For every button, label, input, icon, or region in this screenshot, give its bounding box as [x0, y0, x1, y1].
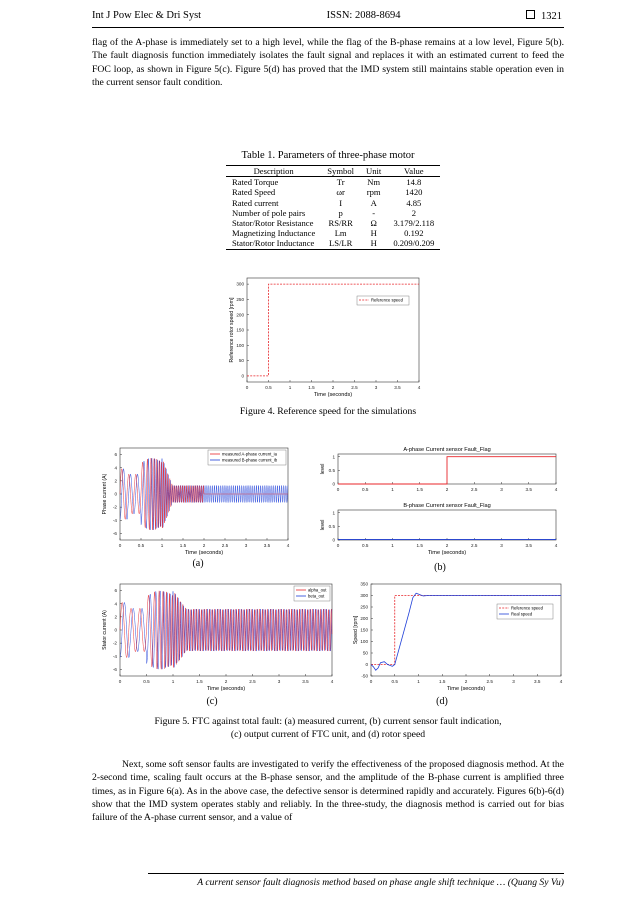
x-tick-label: 3	[374, 385, 378, 390]
x-tick-label: 3	[244, 543, 248, 548]
y-tick-label: -4	[112, 653, 117, 659]
table-row	[226, 228, 440, 238]
param-symbol: Lm	[334, 228, 347, 239]
x-tick-label: 3.5	[525, 487, 532, 492]
figure-5-caption	[92, 716, 564, 741]
param-description: Stator/Rotor Resistance	[232, 218, 314, 229]
subfig-a-label: (a)	[192, 558, 204, 569]
x-tick-label: 3.5	[263, 543, 271, 548]
legend-label: Real speed	[511, 611, 533, 617]
parameters-table	[226, 165, 440, 250]
x-tick-label: 1.5	[416, 487, 423, 492]
y-axis-label: level	[320, 463, 326, 475]
header-rule	[92, 27, 564, 28]
x-tick-label: 2.5	[221, 543, 229, 548]
x-tick-label: 0.5	[362, 487, 369, 492]
y-tick-label: 0	[114, 627, 117, 633]
y-axis-label: Speed [rpm]	[353, 615, 359, 645]
param-unit: A	[370, 197, 377, 208]
y-axis-label: level	[320, 519, 326, 531]
y-tick-label: 50	[362, 650, 368, 656]
param-symbol: p	[338, 207, 343, 218]
x-tick-label: 2	[202, 543, 206, 548]
x-tick-label: 3	[500, 543, 503, 548]
journal-name: Int J Pow Elec & Dri Syst	[92, 10, 202, 21]
y-tick-label: 150	[236, 327, 244, 333]
x-tick-label: 1.5	[196, 679, 203, 684]
y-tick-label: -6	[112, 531, 117, 537]
y-tick-label: 0	[332, 537, 335, 543]
y-tick-label: 1	[332, 510, 335, 516]
param-unit: rpm	[366, 187, 381, 198]
x-axis-label: Time (seconds)	[206, 686, 246, 692]
table-row	[226, 238, 440, 249]
figure-5c-chart	[78, 578, 340, 696]
x-tick-label: 0	[245, 385, 249, 390]
x-tick-label: 3.5	[534, 679, 541, 684]
figure-5a-chart	[78, 442, 298, 560]
y-tick-label: -2	[112, 640, 117, 646]
table-row	[226, 177, 440, 188]
y-axis-label: Phase current (A)	[102, 473, 108, 515]
table-header-row	[226, 166, 440, 177]
footer-rule	[148, 873, 564, 874]
param-unit: Nm	[367, 177, 381, 188]
figure-4-caption: Figure 4. Reference speed for the simulations	[239, 406, 417, 417]
x-tick-label: 1	[288, 385, 292, 390]
y-tick-label: 0.5	[328, 523, 335, 529]
y-tick-label: 6	[114, 452, 117, 458]
param-value: 0.192	[404, 228, 424, 239]
x-tick-label: 0.5	[391, 679, 398, 684]
y-tick-label: -6	[112, 667, 117, 673]
col-header: Unit	[360, 166, 387, 177]
table-row	[226, 218, 440, 228]
param-value: 14.8	[406, 177, 422, 188]
x-tick-label: 0	[336, 487, 340, 492]
y-tick-label: 50	[238, 358, 244, 364]
plot-frame	[371, 584, 561, 676]
x-tick-label: 3	[512, 679, 515, 684]
figure-5-caption-line2: (c) output current of FTC unit, and (d) rotor speed	[230, 728, 426, 740]
x-tick-label: 3.5	[302, 679, 309, 684]
x-tick-label: 1	[160, 543, 164, 548]
x-tick-label: 0	[336, 543, 340, 548]
x-tick-label: 1	[391, 487, 394, 492]
table-row	[226, 198, 440, 208]
x-tick-label: 1	[171, 679, 175, 684]
y-axis-label: Stator current (A)	[102, 610, 108, 650]
param-value: 2	[411, 207, 416, 218]
checkbox-icon	[526, 10, 535, 19]
plot-frame	[247, 278, 419, 382]
col-header: Symbol	[321, 166, 360, 177]
table-caption: Table 1. Parameters of three-phase motor	[241, 150, 415, 161]
legend-label: measured B-phase current_ib	[222, 457, 278, 463]
table-row	[226, 208, 440, 218]
x-tick-label: 3.5	[525, 543, 532, 548]
issn: ISSN: 2088-8694	[326, 10, 401, 21]
chart-title: A-phase Current sensor Fault_Flag	[403, 447, 491, 453]
y-tick-label: 300	[236, 281, 244, 287]
y-tick-label: 100	[360, 639, 368, 645]
param-symbol: LS/LR	[321, 238, 360, 249]
y-tick-label: -4	[112, 517, 117, 523]
y-tick-label: 300	[360, 593, 368, 599]
x-tick-label: 2	[331, 385, 335, 390]
x-axis-label: Time (seconds)	[184, 550, 224, 556]
param-unit: -	[372, 207, 376, 218]
y-tick-label: 250	[360, 604, 368, 610]
x-axis-label: Time (seconds)	[446, 686, 486, 692]
x-tick-label: 0	[118, 679, 122, 684]
param-value: 1420	[405, 187, 423, 198]
figure-4-chart	[215, 272, 425, 402]
x-tick-label: 4	[554, 487, 558, 492]
x-tick-label: 2	[224, 679, 228, 684]
x-tick-label: 1.5	[416, 543, 423, 548]
y-tick-label: 100	[236, 342, 244, 348]
x-tick-label: 3	[500, 487, 503, 492]
param-value: 3.179/2.118	[393, 218, 435, 229]
legend-label: beta_out	[308, 593, 325, 599]
y-tick-label: 2	[114, 614, 117, 620]
x-tick-label: 4	[417, 385, 421, 390]
y-tick-label: 0.5	[328, 467, 335, 473]
param-symbol: I	[339, 197, 343, 208]
y-tick-label: -50	[361, 673, 368, 679]
paragraph-1: flag of the A-phase is immediately set to a high level, while the flag of the B-phase remains at a low level, Figure 5(b). The fault diagnosis function immediately isolates the fault signal and replaces it with an estimated current to feed the FOC loop, as shown in Figure 5(c). Figure 5(d) has proved that the IMD system still maintains stable operation even in the current sensor fault condition.	[92, 37, 564, 88]
param-description: Stator/Rotor Inductance	[226, 238, 321, 249]
param-symbol: ωr	[336, 187, 345, 198]
param-symbol: RS/RR	[328, 218, 353, 229]
legend-label: Reference speed	[511, 605, 543, 611]
x-tick-label: 0	[118, 543, 122, 548]
y-tick-label: 150	[360, 627, 368, 633]
subfig-c-label: (c)	[206, 696, 218, 707]
page-number-box	[526, 10, 562, 22]
x-tick-label: 0.5	[137, 543, 145, 548]
legend-label: Reference speed	[371, 297, 403, 303]
y-tick-label: 350	[360, 581, 368, 587]
x-tick-label: 4	[554, 543, 558, 548]
x-tick-label: 2.5	[351, 385, 358, 390]
y-tick-label: 4	[114, 465, 117, 471]
chart-title: B-phase Current sensor Fault_Flag	[403, 503, 491, 509]
x-tick-label: 2.5	[486, 679, 493, 684]
y-axis-label: Reference rotor speed [rpm]	[229, 297, 235, 363]
y-tick-label: -2	[112, 504, 117, 510]
param-value: 4.85	[406, 197, 422, 208]
x-tick-label: 0.5	[143, 679, 150, 684]
x-tick-label: 1.5	[308, 385, 315, 390]
y-tick-label: 6	[114, 588, 117, 594]
subfig-b-label: (b)	[434, 562, 446, 573]
param-description: Number of pole pairs	[232, 207, 306, 218]
x-tick-label: 2.5	[249, 679, 256, 684]
param-value: 0.209/0.209	[387, 238, 440, 249]
x-tick-label: 0	[369, 679, 373, 684]
legend-label: measured A-phase current_ia	[222, 451, 277, 457]
y-tick-label: 250	[236, 297, 244, 303]
plot-frame	[338, 510, 556, 540]
x-axis-label: Time (seconds)	[313, 392, 353, 398]
y-tick-label: 2	[114, 478, 117, 484]
x-tick-label: 2	[445, 487, 449, 492]
col-header: Value	[387, 166, 440, 177]
param-unit: H	[360, 238, 387, 249]
legend-label: alpha_out	[308, 587, 327, 593]
param-description: Magnetizing Inductance	[232, 228, 316, 239]
figure-5b-chart	[303, 442, 565, 560]
y-tick-label: 0	[114, 491, 117, 497]
param-unit: H	[370, 228, 377, 239]
param-description: Rated Torque	[232, 177, 279, 188]
y-tick-label: 0	[332, 481, 335, 487]
x-tick-label: 2.5	[471, 543, 478, 548]
x-tick-label: 1.5	[439, 679, 446, 684]
figure-5-caption-line1: Figure 5. FTC against total fault: (a) measured current, (b) current sensor fault indication,	[154, 716, 502, 727]
table-row	[226, 187, 440, 197]
param-symbol: Tr	[336, 177, 345, 188]
x-tick-label: 1.5	[179, 543, 187, 548]
x-tick-label: 3	[277, 679, 281, 684]
x-tick-label: 0.5	[265, 385, 272, 390]
running-header	[92, 10, 562, 22]
param-description: Rated Speed	[232, 187, 276, 198]
x-tick-label: 3.5	[394, 385, 401, 390]
y-tick-label: 200	[360, 616, 368, 622]
x-tick-label: 2	[464, 679, 468, 684]
x-tick-label: 4	[330, 679, 334, 684]
x-tick-label: 4	[559, 679, 563, 684]
y-tick-label: 200	[236, 312, 244, 318]
paragraph-2: Next, some soft sensor faults are investigated to verify the effectiveness of the proposed diagnosis method. At the 2-second time, scaling fault occurs at the B-phase sensor, and the amplitude of the B-phase current is amplified three times, as in Figure 6(a). As in the above case, the defective sensor is determined rapidly and accurately. Figures 6(b)-6(d) show that the IMD system operates stably and reliably. In the three-study, the diagnosis method is carried out for bias failure of the A-phase current sensor, and a value of	[92, 759, 564, 824]
y-tick-label: 4	[114, 601, 117, 607]
subfig-d-label: (d)	[436, 696, 448, 707]
running-footer: A current sensor fault diagnosis method based on phase angle shift technique … (Quang Sy Vu)	[197, 877, 564, 888]
y-tick-label: 0	[241, 373, 244, 379]
x-tick-label: 4	[286, 543, 290, 548]
y-tick-label: 0	[365, 662, 368, 668]
x-tick-label: 2	[445, 543, 449, 548]
page-number: 1321	[541, 11, 562, 22]
y-tick-label: 1	[332, 454, 335, 460]
col-header: Description	[226, 166, 321, 177]
param-description: Rated current	[232, 197, 279, 208]
figure-5d-chart	[335, 578, 570, 696]
x-tick-label: 2.5	[471, 487, 478, 492]
x-tick-label: 1	[391, 543, 394, 548]
param-unit: Ω	[370, 218, 377, 229]
x-tick-label: 0.5	[362, 543, 369, 548]
x-tick-label: 1	[417, 679, 420, 684]
x-axis-label: Time (seconds)	[427, 550, 467, 556]
